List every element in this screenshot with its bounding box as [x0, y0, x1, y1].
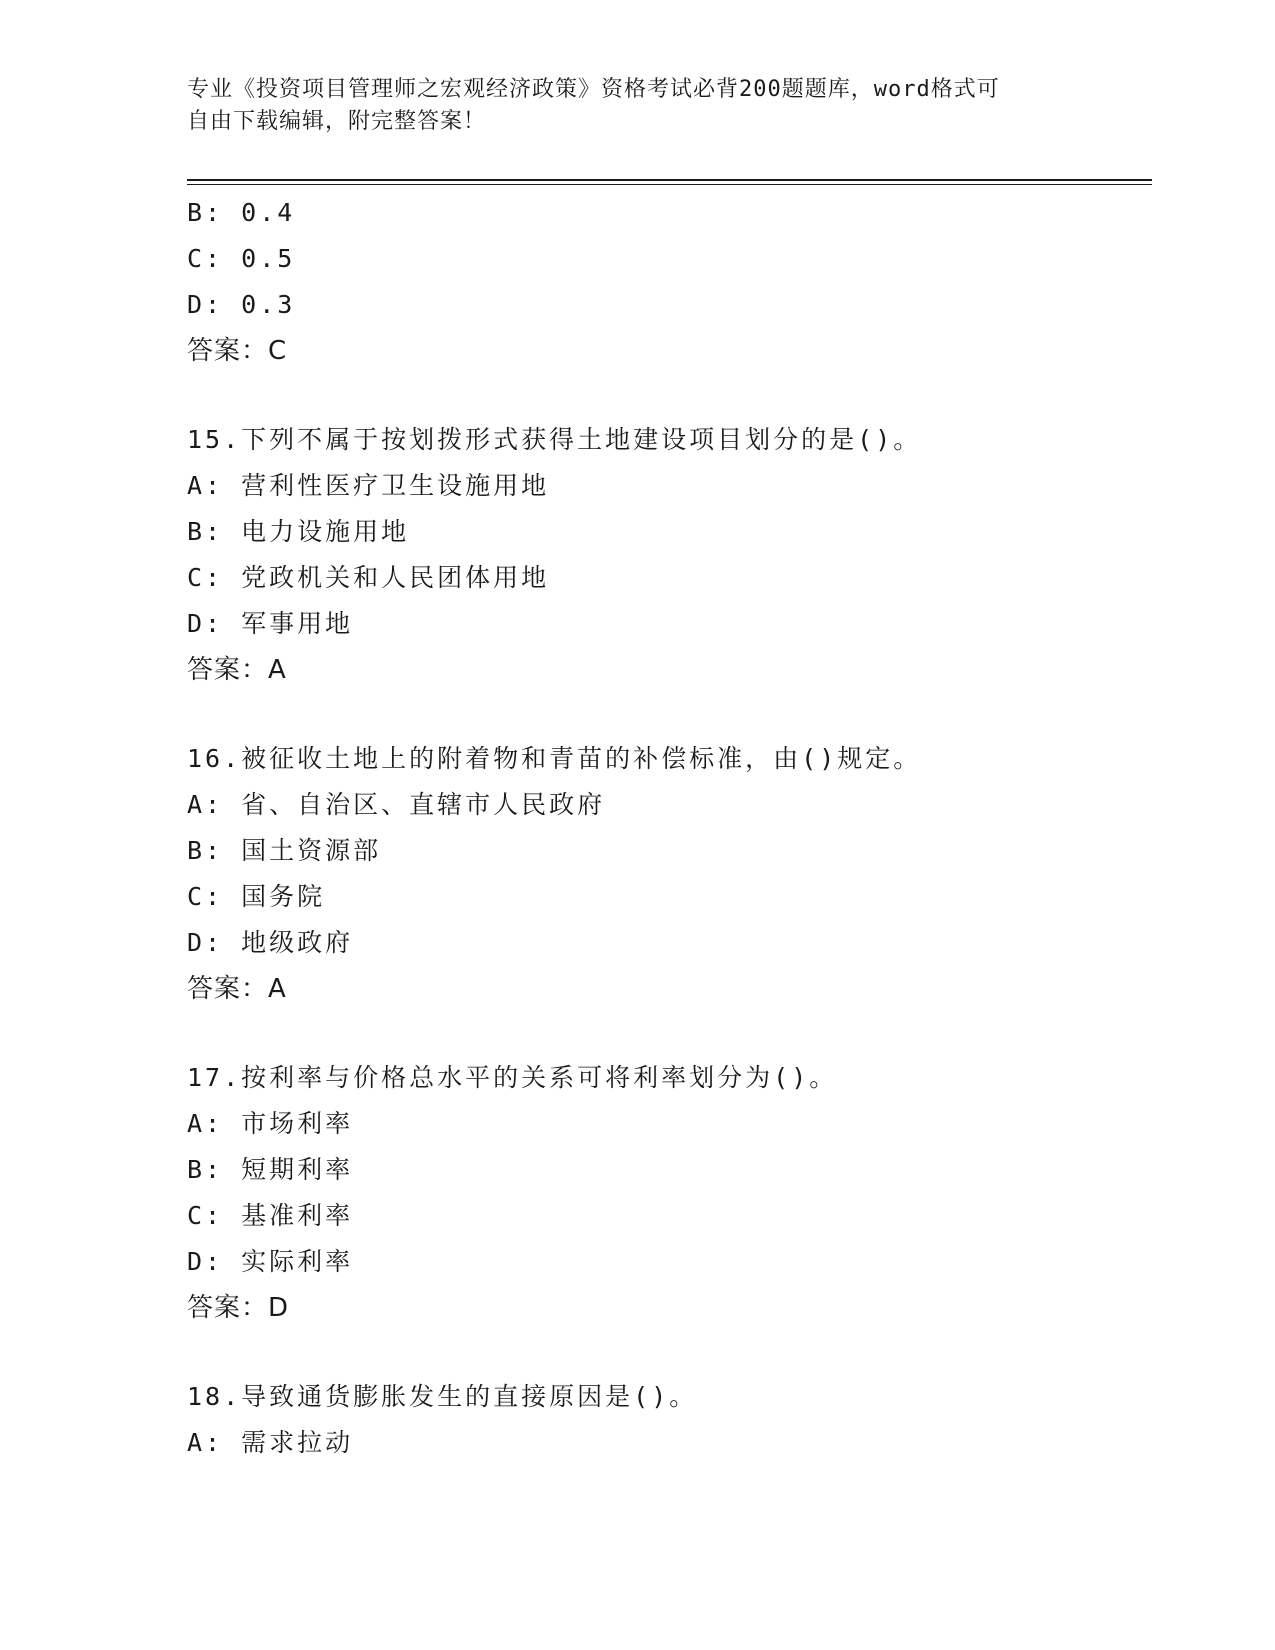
- question-list: [187, 190, 1152, 1466]
- question-18: [187, 1374, 1152, 1466]
- option-d: D: 实际利率: [187, 1247, 354, 1276]
- question-stem: 17.按利率与价格总水平的关系可将利率划分为()。: [187, 1063, 838, 1092]
- question-stem: 16.被征收土地上的附着物和青苗的补偿标准，由()规定。: [187, 744, 922, 773]
- question-14-continuation: [187, 190, 1152, 374]
- option-d: D: 地级政府: [187, 928, 354, 957]
- option-b: B: 电力设施用地: [187, 517, 410, 546]
- option-c: C: 国务院: [187, 882, 326, 911]
- option-a: A: 市场利率: [187, 1109, 354, 1138]
- question-15: [187, 417, 1152, 693]
- option-b: B: 短期利率: [187, 1155, 354, 1184]
- page-header: [187, 74, 1067, 138]
- header-title-line-2: 自由下载编辑，附完整答案！: [187, 109, 487, 134]
- option-a: A: 需求拉动: [187, 1428, 354, 1457]
- question-17: [187, 1055, 1152, 1331]
- header-divider-thin: [187, 184, 1152, 185]
- header-title-line-1: 专业《投资项目管理师之宏观经济政策》资格考试必背200题题库，word格式可: [187, 77, 1000, 102]
- option-d: D: 0.3: [187, 290, 296, 319]
- option-d: D: 军事用地: [187, 609, 354, 638]
- option-c: C: 党政机关和人民团体用地: [187, 563, 550, 592]
- answer-line: 答案：A: [187, 974, 287, 1004]
- option-b: B: 国土资源部: [187, 836, 382, 865]
- option-c: C: 基准利率: [187, 1201, 354, 1230]
- question-stem: 15.下列不属于按划拨形式获得土地建设项目划分的是()。: [187, 425, 922, 454]
- spacer: [187, 1012, 1152, 1055]
- option-c: C: 0.5: [187, 244, 296, 273]
- option-a: A: 省、自治区、直辖市人民政府: [187, 790, 606, 819]
- question-stem: 18.导致通货膨胀发生的直接原因是()。: [187, 1382, 698, 1411]
- spacer: [187, 374, 1152, 417]
- answer-line: 答案：A: [187, 655, 287, 685]
- spacer: [187, 693, 1152, 736]
- answer-line: 答案：C: [187, 336, 288, 366]
- spacer: [187, 1331, 1152, 1374]
- option-a: A: 营利性医疗卫生设施用地: [187, 471, 550, 500]
- question-16: [187, 736, 1152, 1012]
- header-divider-thick: [187, 179, 1152, 181]
- answer-line: 答案：D: [187, 1293, 290, 1323]
- option-b: B: 0.4: [187, 198, 296, 227]
